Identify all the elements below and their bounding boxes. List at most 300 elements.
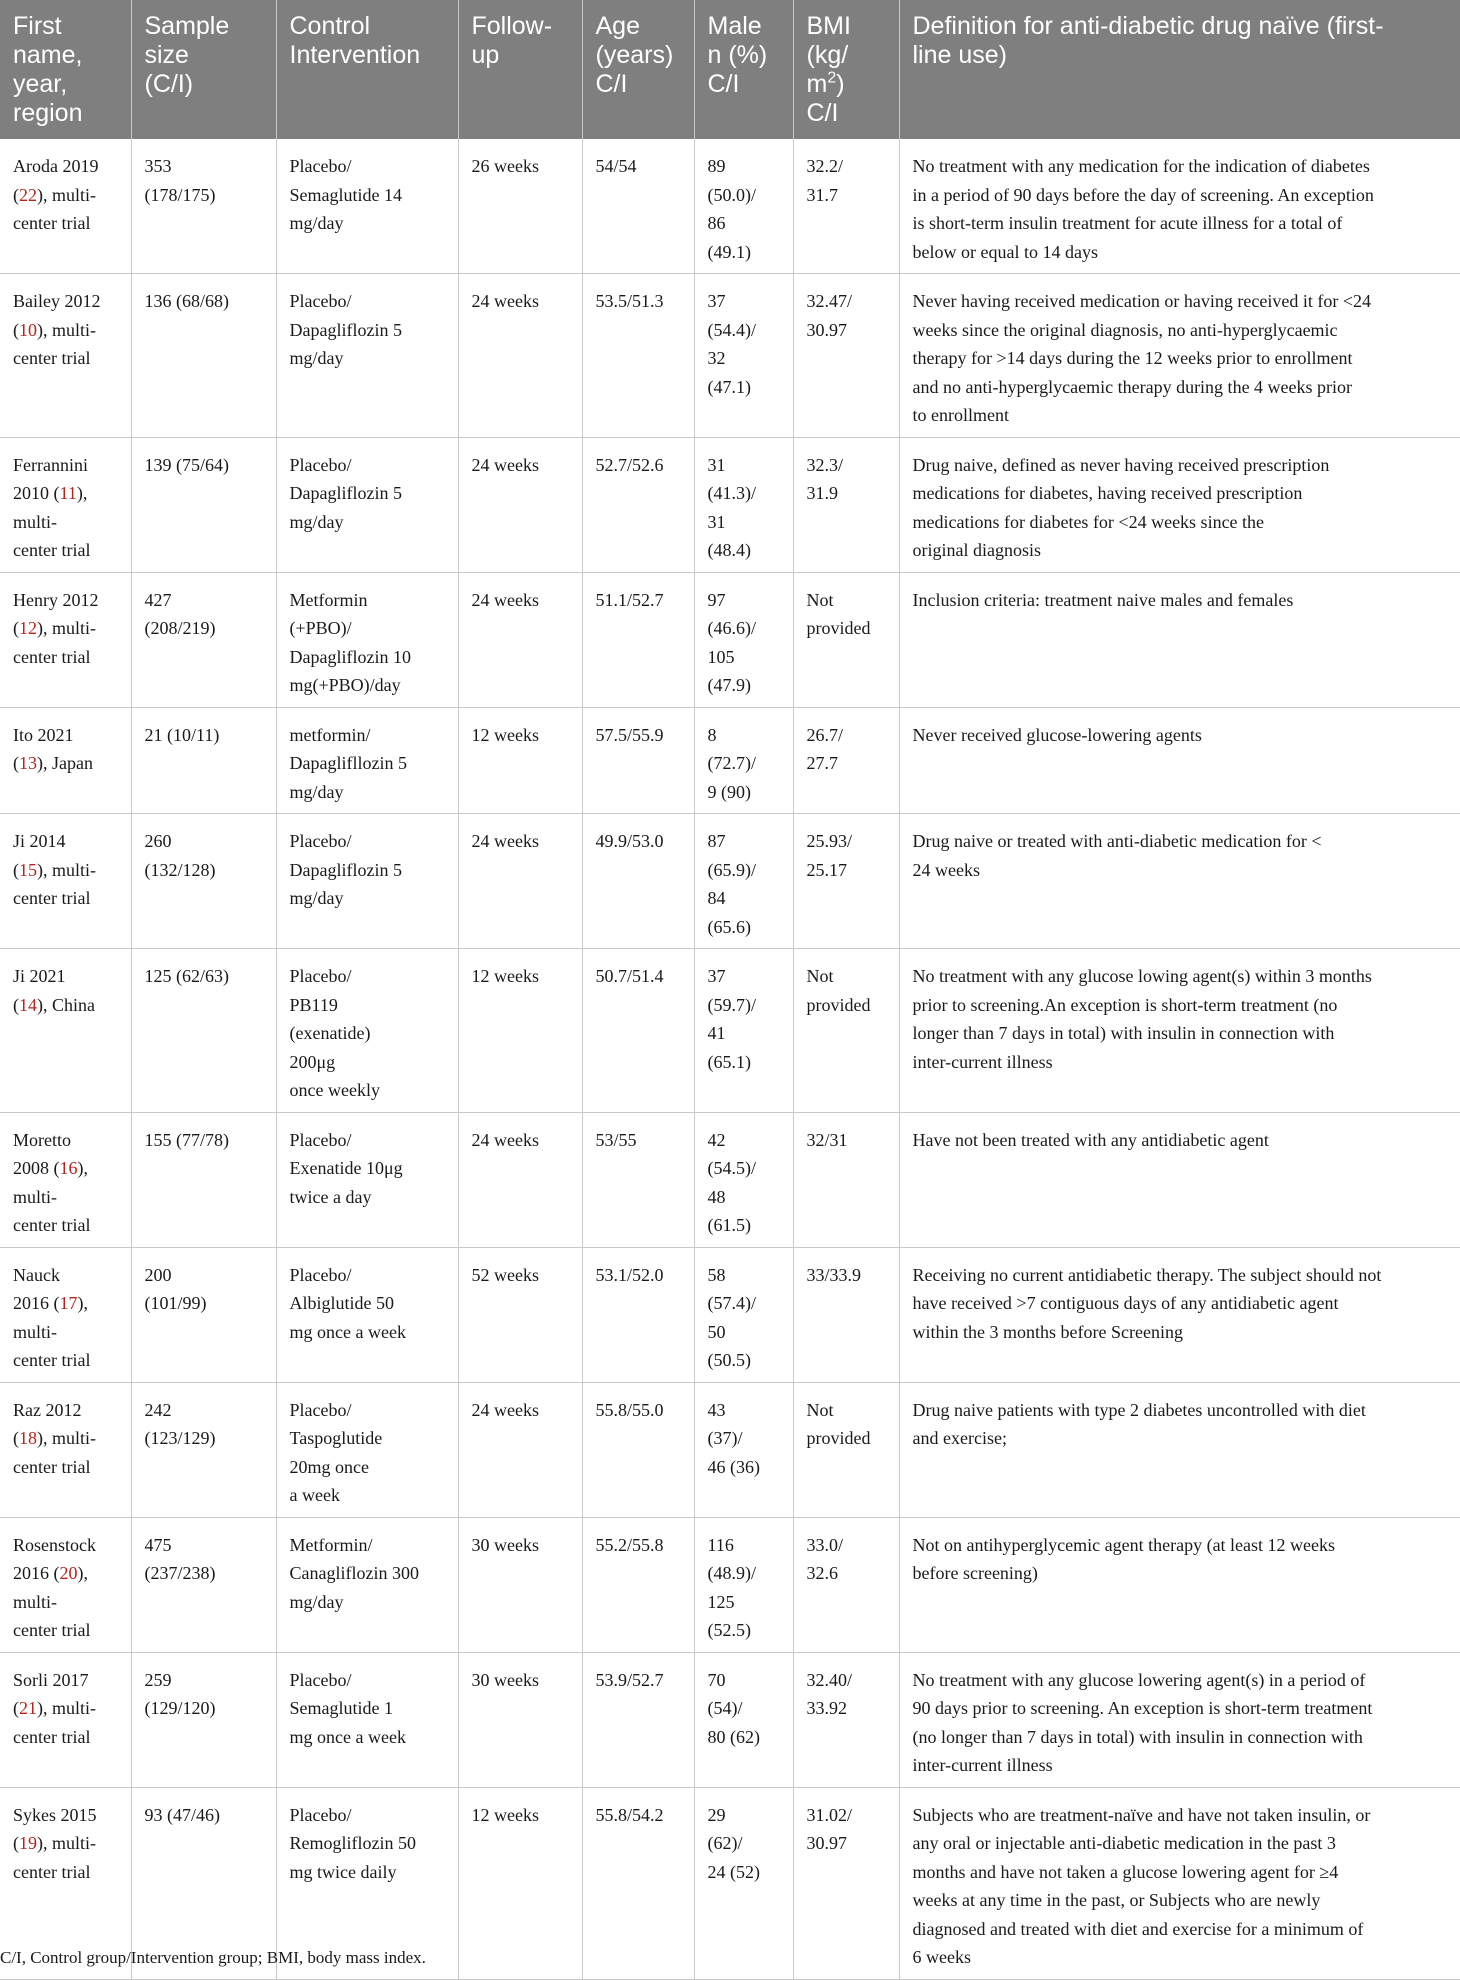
header-line: Sample xyxy=(144,12,230,40)
cell-line: 30 weeks xyxy=(471,1669,539,1690)
cell-line: 33.92 xyxy=(806,1698,847,1718)
header-line: n (%) xyxy=(707,41,768,69)
cell-text: ), China xyxy=(37,994,95,1015)
male-cell xyxy=(694,1517,793,1652)
cell-line: 30.97 xyxy=(806,1833,847,1853)
table-row xyxy=(0,1652,1460,1787)
table-row xyxy=(0,437,1460,572)
cell-line: Placebo/ xyxy=(289,1129,352,1150)
bmi-cell xyxy=(793,1112,899,1247)
reference-link[interactable]: 22 xyxy=(19,184,37,205)
age-cell xyxy=(582,1112,694,1247)
reference-link[interactable]: 12 xyxy=(19,618,37,638)
male-cell xyxy=(694,1652,793,1787)
cell-line: 42 xyxy=(707,1129,726,1150)
cell-line: 32.2/ xyxy=(806,156,844,176)
cell-text: Aroda 2019 xyxy=(13,156,99,176)
header-line: (C/I) xyxy=(144,70,194,98)
male-cell xyxy=(694,274,793,438)
control-intervention-cell xyxy=(276,1652,458,1787)
reference-link[interactable]: 11 xyxy=(59,483,77,503)
cell-line: 9 (90) xyxy=(707,781,751,802)
cell-line xyxy=(13,316,123,345)
cell-line: 49.9/53.0 xyxy=(595,831,664,851)
cell-line: 57.5/55.9 xyxy=(595,724,664,745)
cell-line xyxy=(13,1829,123,1858)
cell-line: months and have not taken a glucose lowering agent for ≥4 xyxy=(912,1861,1339,1882)
cell-line: 32.40/ xyxy=(806,1669,853,1690)
cell-line xyxy=(13,1183,123,1212)
bmi-cell xyxy=(793,949,899,1113)
cell-line: (41.3)/ xyxy=(707,483,756,503)
cell-line: Placebo/ xyxy=(289,1399,352,1420)
cell-line: mg once a week xyxy=(289,1726,406,1747)
follow-up-cell xyxy=(458,572,582,707)
cell-line: 20mg once xyxy=(289,1456,369,1477)
cell-line: metformin/ xyxy=(289,724,371,745)
col-definition-header xyxy=(899,0,1460,139)
cell-line: Placebo/ xyxy=(289,966,352,986)
header-line: (kg/ xyxy=(806,41,849,69)
cell-line: 29 xyxy=(707,1804,726,1825)
cell-text: ), xyxy=(77,1563,88,1583)
cell-line: 46 (36) xyxy=(707,1456,760,1477)
cell-line: Placebo/ xyxy=(289,454,352,475)
cell-line: 427 xyxy=(144,589,172,610)
cell-line xyxy=(13,1453,123,1482)
cell-line: mg/day xyxy=(289,888,344,908)
sample-size-cell xyxy=(131,1112,276,1247)
cell-line xyxy=(13,1588,123,1617)
cell-text: center trial xyxy=(13,1215,91,1235)
cell-line: 260 xyxy=(144,831,172,851)
cell-text: Sykes 2015 xyxy=(13,1804,97,1825)
cell-line: 24 weeks xyxy=(471,831,539,851)
reference-link[interactable]: 20 xyxy=(59,1563,78,1583)
definition-cell xyxy=(899,1652,1460,1787)
cell-line: Never having received medication or having received it for <24 xyxy=(912,291,1371,311)
male-cell xyxy=(694,1382,793,1517)
definition-cell xyxy=(899,1112,1460,1247)
cell-line: Placebo/ xyxy=(289,831,352,851)
cell-text: center trial xyxy=(13,1726,91,1747)
reference-link[interactable]: 13 xyxy=(19,753,37,773)
cell-line: (65.1) xyxy=(707,1051,751,1072)
sample-size-cell xyxy=(131,814,276,949)
cell-line xyxy=(13,1289,123,1318)
cell-line: 32.6 xyxy=(806,1563,838,1583)
cell-line: 31.9 xyxy=(806,483,838,503)
follow-up-cell xyxy=(458,949,582,1113)
cell-line: 24 weeks xyxy=(471,589,539,610)
cell-line xyxy=(13,1211,123,1240)
cell-text: 2016 ( xyxy=(13,1563,60,1583)
cell-line xyxy=(13,749,123,778)
definition-cell xyxy=(899,572,1460,707)
cell-line: Metformin/ xyxy=(289,1534,373,1555)
cell-line: (72.7)/ xyxy=(707,753,756,773)
table-row xyxy=(0,949,1460,1113)
cell-line: Drug naive, defined as never having received prescription xyxy=(912,454,1330,475)
control-intervention-cell xyxy=(276,274,458,438)
header-line: Control xyxy=(289,12,371,40)
cell-line: 55.8/54.2 xyxy=(595,1804,664,1825)
study-cell xyxy=(0,437,131,572)
cell-line: mg(+PBO)/day xyxy=(289,675,401,695)
reference-link[interactable]: 17 xyxy=(59,1293,78,1313)
cell-line: 32 xyxy=(707,348,726,368)
age-cell xyxy=(582,1247,694,1382)
cell-line: 25.93/ xyxy=(806,831,853,851)
cell-line: 55.8/55.0 xyxy=(595,1399,664,1420)
cell-text: ( xyxy=(13,1428,19,1448)
cell-line: 24 (52) xyxy=(707,1861,760,1882)
cell-line: original diagnosis xyxy=(912,540,1041,560)
cell-line: 125 xyxy=(707,1591,735,1612)
male-cell xyxy=(694,1247,793,1382)
cell-line: 89 xyxy=(707,156,726,176)
reference-link[interactable]: 10 xyxy=(19,319,37,340)
definition-cell xyxy=(899,1517,1460,1652)
cell-line: 24 weeks xyxy=(471,1399,539,1420)
male-cell xyxy=(694,949,793,1113)
cell-text: 2008 ( xyxy=(13,1158,60,1178)
cell-text: ), xyxy=(77,1293,88,1313)
cell-line: 41 xyxy=(707,1023,726,1043)
col-bmi-header xyxy=(793,0,899,139)
table-row xyxy=(0,1247,1460,1382)
cell-line: a week xyxy=(289,1485,340,1505)
cell-line xyxy=(13,1616,123,1645)
cell-line: Canagliflozin 300 xyxy=(289,1563,419,1583)
cell-line: weeks at any time in the past, or Subjects who are newly xyxy=(912,1890,1321,1910)
cell-line: 32.47/ xyxy=(806,291,853,311)
cell-line: 125 (62/63) xyxy=(144,966,229,986)
sample-size-cell xyxy=(131,139,276,274)
cell-line xyxy=(13,614,123,643)
cell-line xyxy=(13,827,123,856)
age-cell xyxy=(582,949,694,1113)
definition-cell xyxy=(899,1382,1460,1517)
cell-line xyxy=(13,721,123,750)
cell-text: Raz 2012 xyxy=(13,1399,82,1420)
cell-line xyxy=(13,152,123,181)
follow-up-cell xyxy=(458,1112,582,1247)
cell-text: Ji 2014 xyxy=(13,831,66,851)
cell-line: mg/day xyxy=(289,511,344,532)
cell-line: (59.7)/ xyxy=(707,994,756,1015)
male-cell xyxy=(694,814,793,949)
cell-line: 116 xyxy=(707,1534,734,1555)
cell-line: prior to screening.An exception is short-term treatment (no xyxy=(912,994,1338,1015)
cell-line: Metformin xyxy=(289,589,368,610)
cell-line: 26.7/ xyxy=(806,724,844,745)
cell-line: 26 weeks xyxy=(471,156,539,176)
header-line: Male xyxy=(707,12,762,40)
follow-up-cell xyxy=(458,1382,582,1517)
header-line: region xyxy=(13,99,83,127)
cell-line: (50.0)/ xyxy=(707,184,756,205)
col-age-header xyxy=(582,0,694,139)
cell-line: Dapagliflozin 5 xyxy=(289,859,402,880)
cell-line: 30.97 xyxy=(806,319,847,340)
bmi-cell xyxy=(793,1652,899,1787)
cell-line: 200μg xyxy=(289,1051,336,1072)
cell-line xyxy=(13,508,123,537)
cell-line: 55.2/55.8 xyxy=(595,1534,664,1555)
follow-up-cell xyxy=(458,1247,582,1382)
cell-text: ), multi- xyxy=(37,1698,96,1718)
reference-link[interactable]: 15 xyxy=(19,859,37,880)
cell-line: (46.6)/ xyxy=(707,618,756,638)
cell-line: 12 weeks xyxy=(471,1804,539,1825)
cell-line: Dapagliflozin 10 xyxy=(289,646,411,667)
cell-line: Placebo/ xyxy=(289,156,352,176)
age-cell xyxy=(582,139,694,274)
cell-line xyxy=(13,287,123,316)
header-line: $m^2$) xyxy=(806,69,845,98)
cell-line: (54)/ xyxy=(707,1698,743,1718)
cell-line xyxy=(13,181,123,210)
cell-line: (101/99) xyxy=(144,1293,207,1313)
cell-line xyxy=(13,1531,123,1560)
cell-line: No treatment with any glucose lowing agent(s) within 3 months xyxy=(912,966,1372,986)
cell-line xyxy=(13,536,123,565)
cell-line: 51.1/52.7 xyxy=(595,589,664,610)
cell-line: 53.9/52.7 xyxy=(595,1669,664,1690)
cell-text: center trial xyxy=(13,540,91,560)
cell-line: Placebo/ xyxy=(289,1264,352,1285)
cell-line: longer than 7 days in total) with insulin in connection with xyxy=(912,1023,1335,1043)
cell-line: Placebo/ xyxy=(289,1804,352,1825)
cell-line: (no longer than 7 days in total) with insulin in connection with xyxy=(912,1726,1363,1747)
cell-line: 32.3/ xyxy=(806,454,844,475)
header-line: (years) xyxy=(595,41,674,69)
male-cell xyxy=(694,1112,793,1247)
cell-line: (57.4)/ xyxy=(707,1293,756,1313)
col-male-header xyxy=(694,0,793,139)
cell-text: center trial xyxy=(13,1456,91,1477)
cell-line: Dapagliflozin 5 xyxy=(289,483,402,503)
cell-line: (132/128) xyxy=(144,859,216,880)
cell-line: 242 xyxy=(144,1399,172,1420)
cell-line: medications for diabetes, having received prescription xyxy=(912,483,1303,503)
cell-text: ), multi- xyxy=(37,859,96,880)
definition-cell xyxy=(899,274,1460,438)
bmi-cell xyxy=(793,707,899,814)
cell-text: ), multi- xyxy=(37,618,96,638)
table-footnote: C/I, Control group/Intervention group; BMI, body mass index. xyxy=(0,1948,426,1967)
cell-line: 87 xyxy=(707,831,726,851)
control-intervention-cell xyxy=(276,1382,458,1517)
cell-line: diagnosed and treated with diet and exercise for a minimum of xyxy=(912,1918,1364,1939)
cell-text: Nauck xyxy=(13,1264,60,1285)
reference-link[interactable]: 16 xyxy=(59,1158,78,1178)
cell-text: multi- xyxy=(13,1186,57,1207)
cell-line: 24 weeks xyxy=(471,1129,539,1150)
reference-link[interactable]: 14 xyxy=(19,994,37,1015)
cell-line: 48 xyxy=(707,1186,726,1207)
reference-link[interactable]: 21 xyxy=(19,1698,37,1718)
cell-line: therapy for >14 days during the 12 weeks prior to enrollment xyxy=(912,348,1353,368)
cell-line: to enrollment xyxy=(912,405,1009,425)
definition-cell xyxy=(899,1247,1460,1382)
definition-cell xyxy=(899,437,1460,572)
cell-line: (50.5) xyxy=(707,1350,751,1370)
cell-text: ( xyxy=(13,184,19,205)
cell-line: 24 weeks xyxy=(471,291,539,311)
study-cell xyxy=(0,1247,131,1382)
cell-line: Drug naive or treated with anti-diabetic medication for < xyxy=(912,831,1322,851)
cell-line xyxy=(13,1559,123,1588)
header-line: year, xyxy=(13,70,68,98)
cell-text: Bailey 2012 xyxy=(13,291,101,311)
cell-line: 30 weeks xyxy=(471,1534,539,1555)
cell-line: 53/55 xyxy=(595,1129,637,1150)
cell-line: Albiglutide 50 xyxy=(289,1293,394,1313)
follow-up-cell xyxy=(458,1652,582,1787)
cell-line: (129/120) xyxy=(144,1698,216,1718)
control-intervention-cell xyxy=(276,1517,458,1652)
cell-line: (178/175) xyxy=(144,184,216,205)
control-intervention-cell xyxy=(276,949,458,1113)
cell-line: Dapaglifllozin 5 xyxy=(289,753,407,773)
cell-line: 136 (68/68) xyxy=(144,291,229,311)
cell-line: 12 weeks xyxy=(471,724,539,745)
study-cell xyxy=(0,572,131,707)
bmi-cell xyxy=(793,814,899,949)
cell-text: center trial xyxy=(13,646,91,667)
cell-line: (65.9)/ xyxy=(707,859,756,880)
cell-line: (48.9)/ xyxy=(707,1563,756,1583)
cell-text: multi- xyxy=(13,1321,57,1342)
follow-up-cell xyxy=(458,437,582,572)
cell-line: 86 xyxy=(707,213,726,233)
cell-line: (62)/ xyxy=(707,1833,743,1853)
cell-line: 200 xyxy=(144,1264,172,1285)
sample-size-cell xyxy=(131,572,276,707)
cell-line: medications for diabetes for <24 weeks since the xyxy=(912,511,1265,532)
cell-line: 31.02/ xyxy=(806,1804,853,1825)
study-cell xyxy=(0,1382,131,1517)
cell-line: once weekly xyxy=(289,1080,380,1100)
cell-line: mg twice daily xyxy=(289,1861,397,1882)
cell-line: Inclusion criteria: treatment naive males and females xyxy=(912,589,1294,610)
cell-line: mg/day xyxy=(289,348,344,368)
age-cell xyxy=(582,814,694,949)
cell-line: and no anti-hyperglycaemic therapy during the 4 weeks prior xyxy=(912,376,1353,397)
cell-line: (123/129) xyxy=(144,1428,216,1448)
cell-text: ( xyxy=(13,1698,19,1718)
cell-line xyxy=(13,1723,123,1752)
cell-text: ), multi- xyxy=(37,319,96,340)
cell-line: 90 days prior to screening. An exception is short-term treatment xyxy=(912,1698,1373,1718)
follow-up-cell xyxy=(458,274,582,438)
cell-line: 70 xyxy=(707,1669,726,1690)
cell-line: inter-current illness xyxy=(912,1755,1053,1775)
sample-size-cell xyxy=(131,1382,276,1517)
cell-line: 53.5/51.3 xyxy=(595,291,664,311)
cell-line xyxy=(13,991,123,1020)
col-sample-size-header xyxy=(131,0,276,139)
age-cell xyxy=(582,707,694,814)
table-row xyxy=(0,274,1460,438)
cell-line: Not xyxy=(806,1399,834,1420)
definition-cell xyxy=(899,139,1460,274)
cell-line: twice a day xyxy=(289,1186,372,1207)
table-body xyxy=(0,139,1460,1979)
bmi-cell xyxy=(793,139,899,274)
reference-link[interactable]: 19 xyxy=(19,1833,37,1853)
cell-text: ), xyxy=(76,483,88,503)
table-row xyxy=(0,1112,1460,1247)
cell-line: (61.5) xyxy=(707,1215,751,1235)
cell-line: provided xyxy=(806,1428,871,1448)
cell-line: 155 (77/78) xyxy=(144,1129,229,1150)
control-intervention-cell xyxy=(276,572,458,707)
cell-line: (47.1) xyxy=(707,376,751,397)
table-row xyxy=(0,1382,1460,1517)
cell-text: Sorli 2017 xyxy=(13,1669,89,1690)
cell-line xyxy=(13,643,123,672)
cell-line xyxy=(13,1858,123,1887)
cell-text: Ferrannini xyxy=(13,454,88,475)
male-cell xyxy=(694,139,793,274)
cell-line: (exenatide) xyxy=(289,1023,371,1043)
table-row xyxy=(0,1517,1460,1652)
reference-link[interactable]: 18 xyxy=(19,1428,37,1448)
cell-text: ), multi- xyxy=(37,1428,96,1448)
cell-text: ), multi- xyxy=(37,184,96,205)
sample-size-cell xyxy=(131,949,276,1113)
bmi-cell xyxy=(793,1247,899,1382)
cell-line: Placebo/ xyxy=(289,1669,352,1690)
cell-line xyxy=(13,1318,123,1347)
cell-line: 93 (47/46) xyxy=(144,1804,220,1825)
header-line: C/I xyxy=(595,70,628,98)
cell-text: Henry 2012 xyxy=(13,589,99,610)
cell-line: 475 xyxy=(144,1534,172,1555)
sample-size-cell xyxy=(131,1652,276,1787)
bmi-cell xyxy=(793,572,899,707)
cell-line: (37)/ xyxy=(707,1428,743,1448)
study-cell xyxy=(0,814,131,949)
cell-line: 8 xyxy=(707,724,717,745)
cell-line xyxy=(13,1346,123,1375)
age-cell xyxy=(582,1517,694,1652)
sample-size-cell xyxy=(131,1247,276,1382)
cell-line: (54.5)/ xyxy=(707,1158,756,1178)
cell-line: Placebo/ xyxy=(289,291,352,311)
cell-line xyxy=(13,1126,123,1155)
cell-line: inter-current illness xyxy=(912,1051,1053,1072)
header-line: Definition for anti-diabetic drug naïve (first- xyxy=(912,12,1384,40)
cell-line: 27.7 xyxy=(806,753,838,773)
definition-cell xyxy=(899,949,1460,1113)
cell-text: center trial xyxy=(13,1620,91,1640)
cell-line: mg/day xyxy=(289,781,344,802)
cell-line: 24 weeks xyxy=(471,454,539,475)
cell-line: Exenatide 10μg xyxy=(289,1158,403,1178)
header-line: size xyxy=(144,41,189,69)
cell-line: 50.7/51.4 xyxy=(595,966,664,986)
cell-text: center trial xyxy=(13,1350,91,1370)
cell-line: Dapagliflozin 5 xyxy=(289,319,402,340)
cell-text: Moretto xyxy=(13,1129,71,1150)
table-row xyxy=(0,814,1460,949)
cell-line xyxy=(13,884,123,913)
cell-line: 32/31 xyxy=(806,1129,848,1150)
